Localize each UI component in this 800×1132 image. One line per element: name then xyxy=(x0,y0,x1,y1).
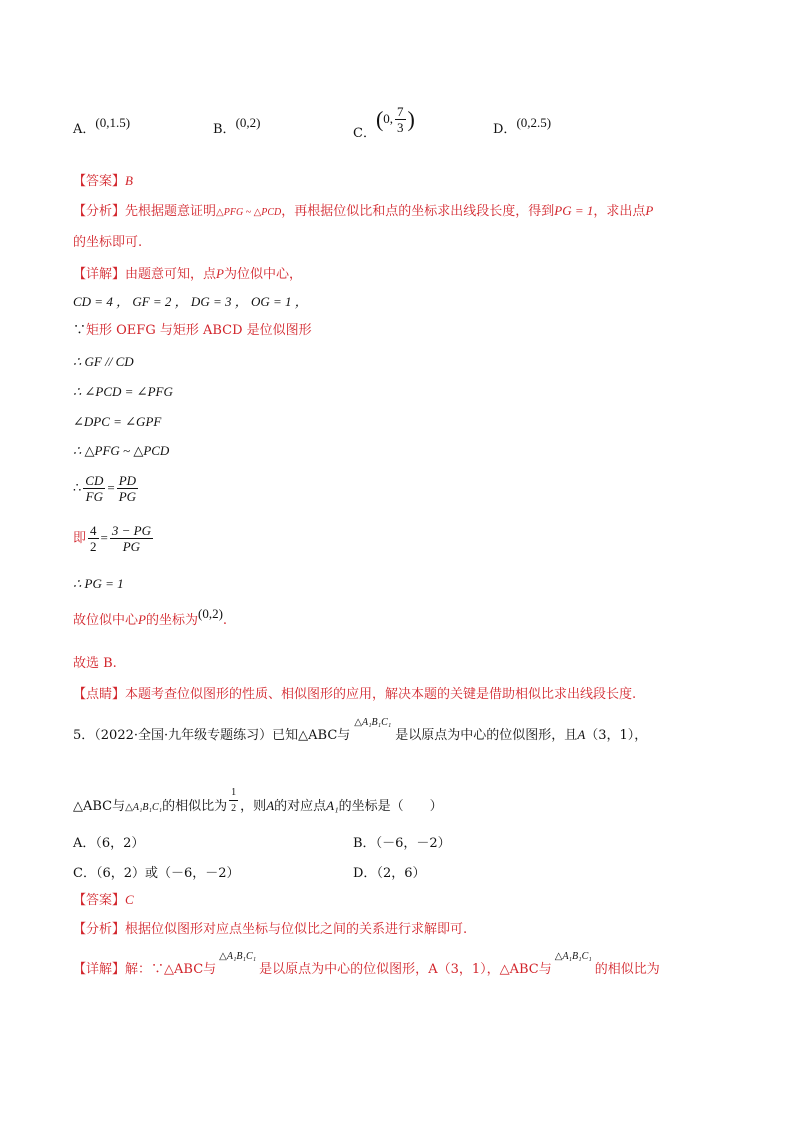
q4-comment: 【点睛】本题考查位似图形的性质、相似图形的应用，解决本题的关键是借助相似比求出线段长度. xyxy=(73,687,637,702)
q4-conclusion: 故位似中心P的坐标为(0,2). xyxy=(73,606,228,628)
q5-answer: 【答案】C xyxy=(73,892,134,908)
q4-step7: ∴ PG = 1 xyxy=(73,576,124,591)
q4-step1: ∴ GF // CD xyxy=(73,354,134,369)
q4-given: CD = 4 ， GF = 2 ， DG = 3 ， OG = 1 ， xyxy=(73,294,308,309)
q5-detail: 【详解】解：∵△ABC与$^{\triangle A_1B_1C_1}$是以原点为中心的位似图形，A（3，1），△ABC与$^{\triangle A_1B_1C_1}$的相似比为 xyxy=(73,951,660,977)
q5-analysis: 【分析】根据位似图形对应点坐标与位似比之间的关系进行求解即可. xyxy=(73,922,468,937)
q4-step2: ∴ ∠PCD = ∠PFG xyxy=(73,384,173,399)
q4-detail: 【详解】由题意可知，点P为位似中心， xyxy=(73,266,302,282)
option-d-value: (0,2.5) xyxy=(516,115,552,130)
q4-because: ∵矩形 OEFG 与矩形 ABCD 是位似图形 xyxy=(73,323,312,338)
q4-step5: ∴ $\frac{CD}{FG}$ = $\frac{PD}{PG}$ xyxy=(73,473,137,504)
q4-choose: 故选 B. xyxy=(73,656,117,671)
q5-option-b: B．（－6，－2） xyxy=(353,836,451,851)
q4-analysis-cont: 的坐标即可. xyxy=(73,235,143,250)
q4-analysis: 【分析】先根据题意证明△PFG ~ △PCD，再根据位似比和点的坐标求出线段长度，得到PG = 1，求出点P xyxy=(73,203,654,219)
q4-step3: ∠DPC = ∠GPF xyxy=(73,414,162,429)
option-b-value: (0,2) xyxy=(235,115,261,130)
q5-stem-line1: 5．（2022·全国·九年级专题练习）已知△ABC与$^{\triangle A_1B_1C_1}$是以原点为中心的位似图形，且A（3，1）， xyxy=(73,717,648,743)
option-b: B．(0,2) xyxy=(213,115,261,137)
q4-step4: ∴ △PFG ~ △PCD xyxy=(73,443,170,458)
option-a-value: (0,1.5) xyxy=(95,115,131,130)
option-d: D．(0,2.5) xyxy=(493,115,552,137)
option-c: C．(0, $\frac{7}{3}$ ) xyxy=(353,104,415,141)
q5-option-c: C．（6，2）或（－6，－2） xyxy=(73,866,240,881)
option-c-fraction: $\frac{7}{3}$ xyxy=(397,104,404,135)
q5-stem-line2: △ABC与△A₁B₁C₁的相似比为 $\frac{1}{2}$ ，则A的对应点A₁的坐标是（ ） xyxy=(73,787,443,814)
q4-step6: 即 $\frac{4}{2}$ = $\frac{3 - PG}{PG}$ xyxy=(73,523,151,554)
q5-option-d: D．（2，6） xyxy=(353,866,426,881)
q5-option-a: A．（6，2） xyxy=(73,836,145,851)
option-a: A．(0,1.5) xyxy=(73,115,131,137)
q4-answer: 【答案】B xyxy=(73,173,133,189)
